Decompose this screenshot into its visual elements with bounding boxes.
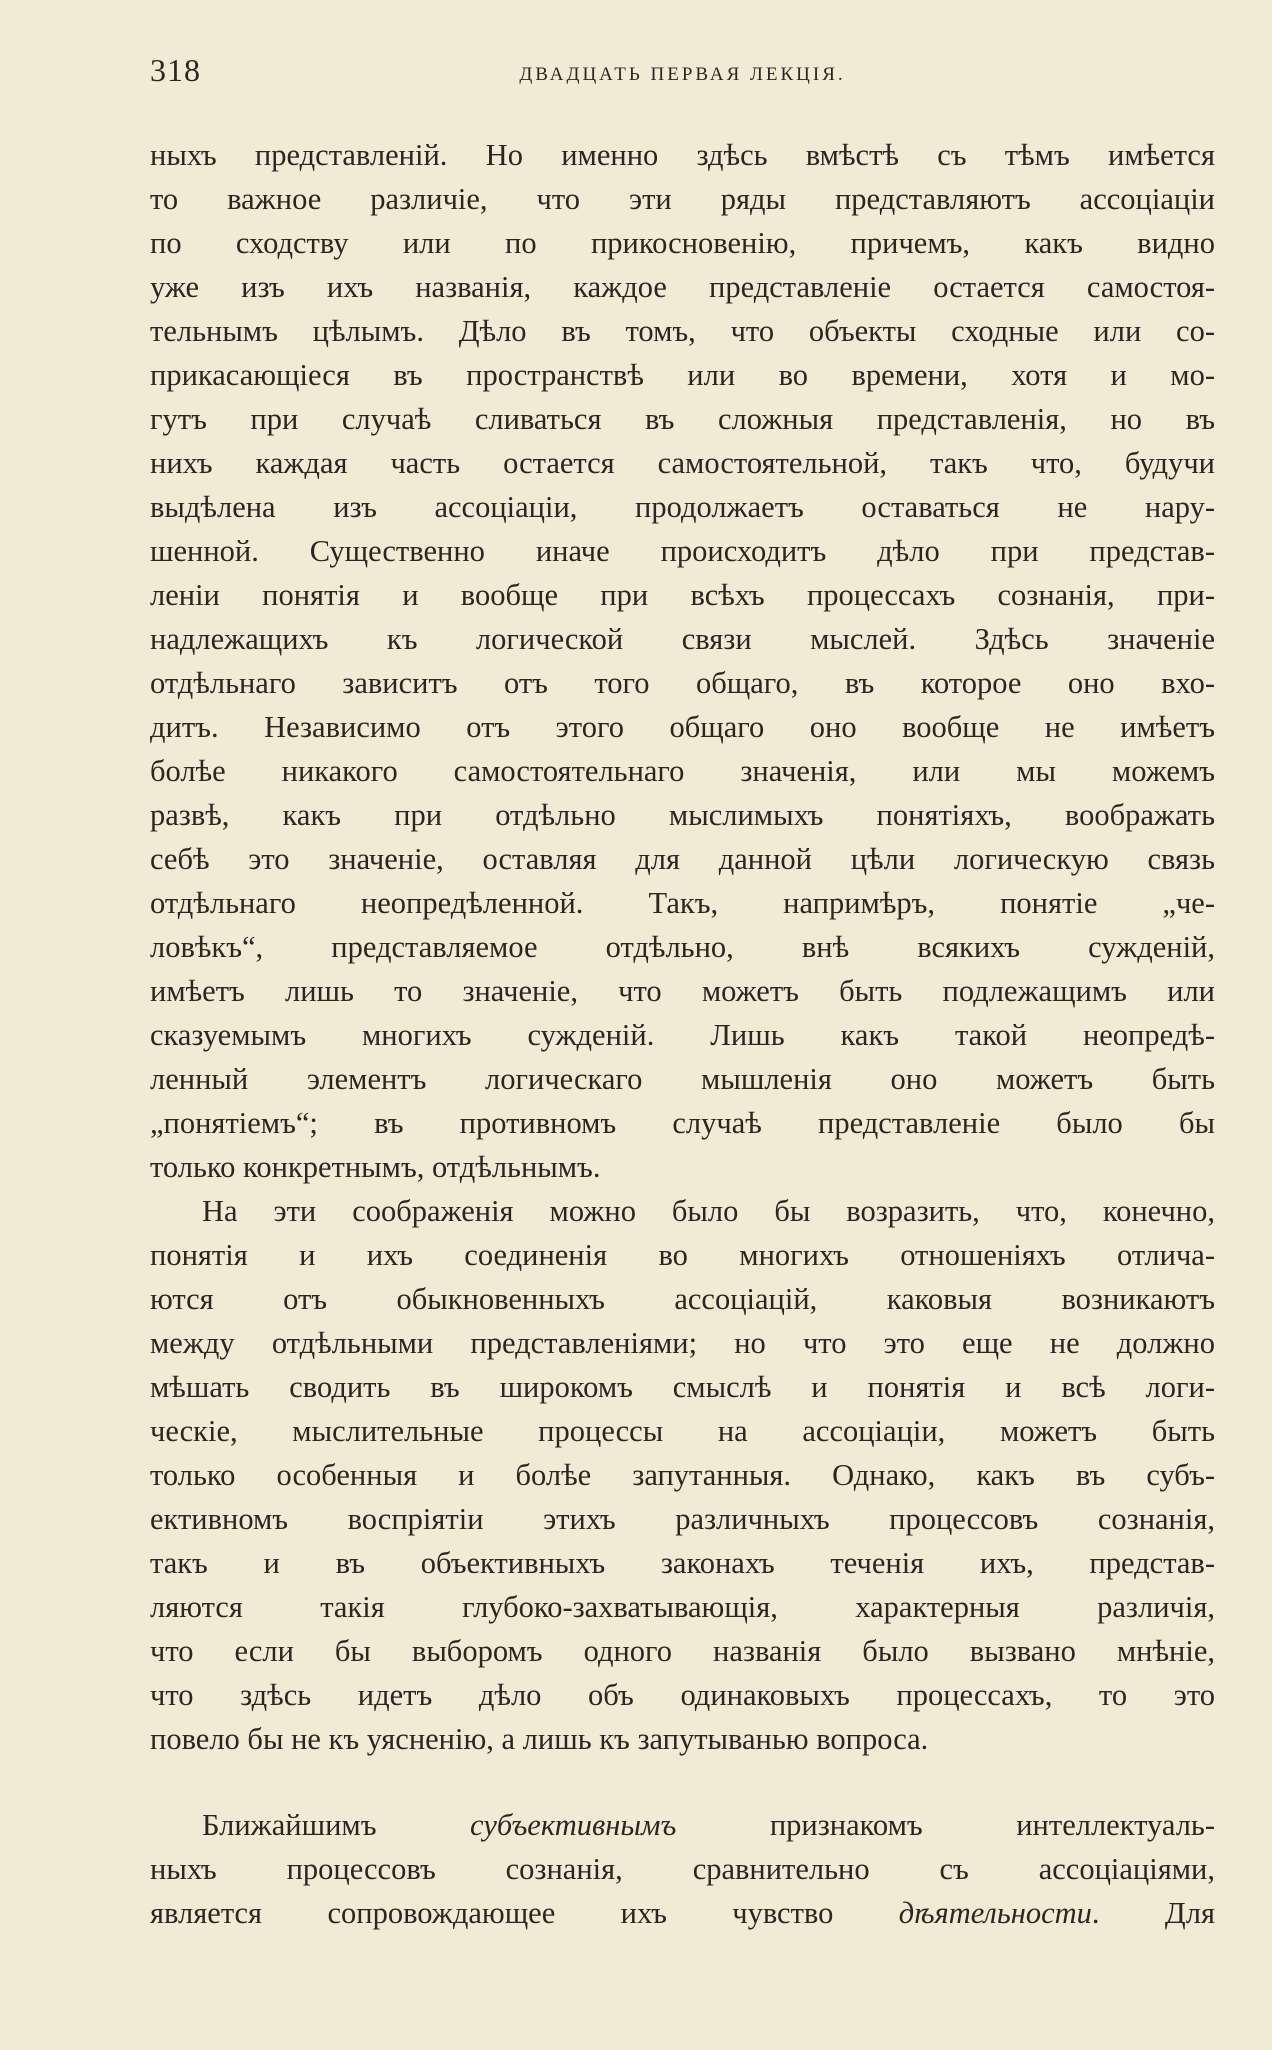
text-line: ленiи понятiя и вообще при всѣхъ процессахъ сознанiя, при- — [150, 578, 1215, 612]
line-text: . Для — [1091, 1896, 1215, 1930]
paragraph-2 — [150, 1189, 1215, 1761]
text-line: отдѣльнаго зависитъ отъ того общаго, въ которое оно вхо- — [150, 666, 1215, 700]
italic-term: дѣятельности — [898, 1896, 1092, 1930]
text-line: между отдѣльными представленiями; но что это еще не должно — [150, 1326, 1215, 1360]
text-line: ныхъ процессовъ сознанiя, сравнительно съ ассоцiацiями, — [150, 1852, 1215, 1886]
text-line: ляются такiя глубоко-захватывающiя, характерныя различiя, — [150, 1590, 1215, 1624]
text-line: ныхъ представленiй. Но именно здѣсь вмѣстѣ съ тѣмъ имѣется — [150, 138, 1215, 172]
line-text: Ближайшимъ — [202, 1808, 471, 1842]
text-line: гутъ при случаѣ сливаться въ сложныя представленiя, но въ — [150, 402, 1215, 436]
text-line: ловѣкъ“, представляемое отдѣльно, внѣ всякихъ сужденiй, — [150, 930, 1215, 964]
text-line: себѣ это значенiе, оставляя для данной цѣли логическую связь — [150, 842, 1215, 876]
paragraph-3 — [150, 1803, 1215, 1935]
italic-term: субъективнымъ — [470, 1808, 677, 1842]
text-line: На эти соображенiя можно было бы возразить, что, конечно, — [202, 1194, 1215, 1228]
text-line: только конкретнымъ, отдѣльнымъ. — [150, 1150, 601, 1184]
text-line: что здѣсь идетъ дѣло объ одинаковыхъ процессахъ, то это — [150, 1678, 1215, 1712]
text-line: болѣе никакого самостоятельнаго значенiя, или мы можемъ — [150, 754, 1215, 788]
running-head: ДВАДЦАТЬ ПЕРВАЯ ЛЕКЦIЯ. — [519, 64, 846, 85]
text-line: то важное различiе, что эти ряды представляютъ ассоцiацiи — [150, 182, 1215, 216]
text-line: ются отъ обыкновенныхъ ассоцiацiй, каковыя возникаютъ — [150, 1282, 1215, 1316]
text-line: только особенныя и болѣе запутанныя. Однако, какъ въ субъ- — [150, 1458, 1215, 1492]
page-header — [150, 52, 1215, 102]
text-line: тельнымъ цѣлымъ. Дѣло въ томъ, что объекты сходные или со- — [150, 314, 1215, 348]
text-line: такъ и въ объективныхъ законахъ теченiя ихъ, представ- — [150, 1546, 1215, 1580]
text-line: что если бы выборомъ одного названiя было вызвано мнѣнiе, — [150, 1634, 1215, 1668]
line-text: является сопровождающее ихъ чувство — [150, 1896, 899, 1930]
text-line: мѣшать сводить въ широкомъ смыслѣ и понятiя и всѣ логи- — [150, 1370, 1215, 1404]
text-line: имѣетъ лишь то значенiе, что можетъ быть подлежащимъ или — [150, 974, 1215, 1008]
text-line — [150, 1803, 1215, 1847]
text-line: ческiе, мыслительные процессы на ассоцiацiи, можетъ быть — [150, 1414, 1215, 1448]
text-line: ленный элементъ логическаго мышленiя оно можетъ быть — [150, 1062, 1215, 1096]
text-line: „понятiемъ“; въ противномъ случаѣ представленiе было бы — [150, 1106, 1215, 1140]
text-line: дитъ. Независимо отъ этого общаго оно вообще не имѣетъ — [150, 710, 1215, 744]
text-line: развѣ, какъ при отдѣльно мыслимыхъ понятiяхъ, воображать — [150, 798, 1215, 832]
text-line — [150, 1891, 1215, 1935]
text-line: прикасающiеся въ пространствѣ или во времени, хотя и мо- — [150, 358, 1215, 392]
text-line: надлежащихъ къ логической связи мыслей. Здѣсь значенiе — [150, 622, 1215, 656]
text-line: повело бы не къ уясненiю, а лишь къ запутыванью вопроса. — [150, 1722, 929, 1756]
text-line: выдѣлена изъ ассоцiацiи, продолжаетъ оставаться не нару- — [150, 490, 1215, 524]
text-line: отдѣльнаго неопредѣленной. Такъ, напримѣръ, понятiе „че- — [150, 886, 1215, 920]
text-line: сказуемымъ многихъ сужденiй. Лишь какъ такой неопредѣ- — [150, 1018, 1215, 1052]
text-line: шенной. Существенно иначе происходитъ дѣло при представ- — [150, 534, 1215, 568]
page-number: 318 — [150, 52, 201, 88]
text-line: по сходству или по прикосновенiю, причемъ, какъ видно — [150, 226, 1215, 260]
text-line: понятiя и ихъ соединенiя во многихъ отношенiяхъ отлича- — [150, 1238, 1215, 1272]
text-line: нихъ каждая часть остается самостоятельной, такъ что, будучи — [150, 446, 1215, 480]
text-line: ективномъ воспрiятiи этихъ различныхъ процессовъ сознанiя, — [150, 1502, 1215, 1536]
paragraph-1 — [150, 133, 1215, 1189]
line-text: признакомъ интеллектуаль- — [676, 1808, 1215, 1842]
text-line: уже изъ ихъ названiя, каждое представленiе остается самостоя- — [150, 270, 1215, 304]
